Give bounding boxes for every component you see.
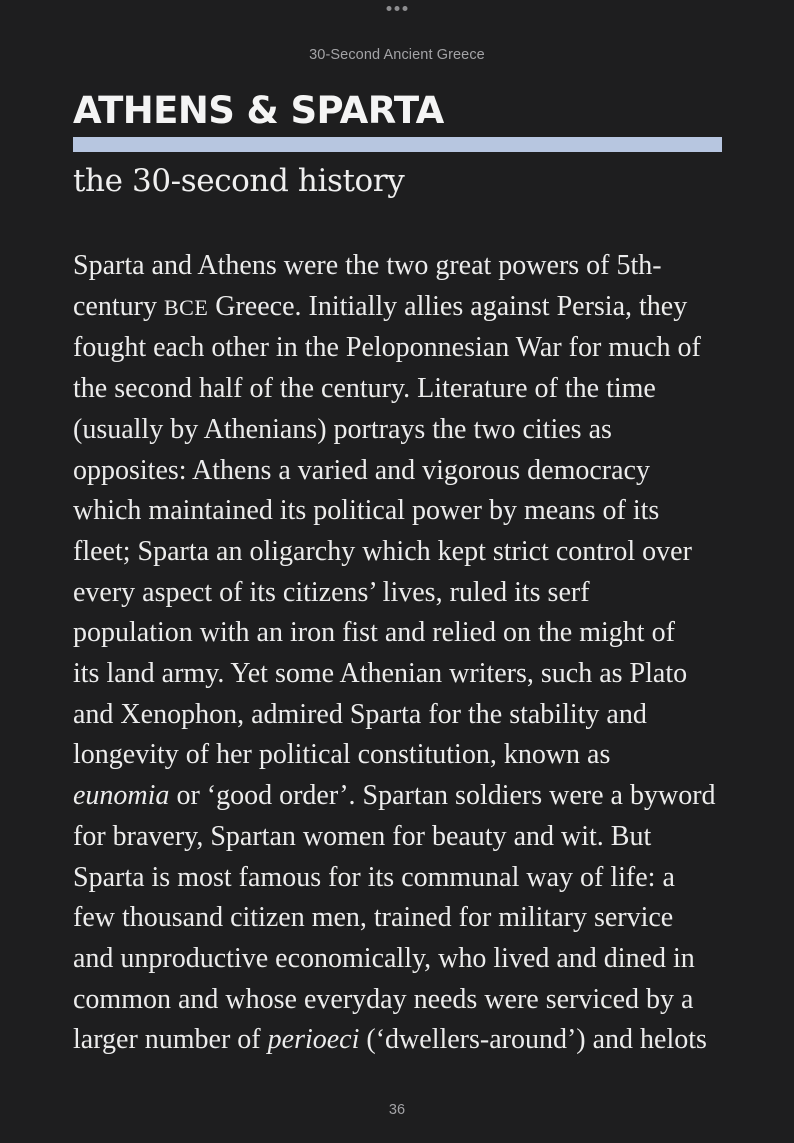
text-line: fleet; Sparta an oligarchy which kept strict control over xyxy=(73,535,692,567)
text-line: population with an iron fist and relied on the might of xyxy=(73,617,675,649)
text-line: which maintained its political power by means of its xyxy=(73,495,660,527)
text-line: and Xenophon, admired Sparta for the stability and xyxy=(73,698,647,730)
era-abbreviation: BCE xyxy=(163,294,209,320)
more-options-icon[interactable] xyxy=(383,4,412,13)
text-run: or ‘good order’. Spartan soldiers were a byword xyxy=(169,780,716,812)
text-line: for bravery, Spartan women for beauty and wit. But xyxy=(73,820,652,852)
title-rule xyxy=(73,137,722,152)
text-line xyxy=(73,1020,723,1061)
text-line: Sparta is most famous for its communal way of life: a xyxy=(73,861,675,893)
chapter-title: ATHENS & SPARTA xyxy=(73,89,444,132)
italic-term: perioeci xyxy=(267,1024,360,1056)
body-paragraph xyxy=(73,246,723,1061)
text-line: Sparta and Athens were the two great powers of 5th- xyxy=(73,250,662,281)
text-line: longevity of her political constitution, known as xyxy=(73,739,611,771)
text-line: common and whose everyday needs were serviced by a xyxy=(73,983,694,1015)
text-line: opposites: Athens a varied and vigorous democracy xyxy=(73,454,650,486)
chapter-subtitle: the 30-second history xyxy=(73,163,405,199)
text-line: every aspect of its citizens’ lives, ruled its serf xyxy=(73,576,590,608)
dot xyxy=(403,6,408,11)
text-line: and unproductive economically, who lived and dined in xyxy=(73,942,695,974)
dot xyxy=(387,6,392,11)
text-line: few thousand citizen men, trained for military service xyxy=(73,902,674,934)
dot xyxy=(395,6,400,11)
text-line: (usually by Athenians) portrays the two cities as xyxy=(73,413,612,445)
text-run: century xyxy=(73,290,164,322)
text-run: (‘dwellers-around’) and helots xyxy=(359,1024,707,1056)
text-run: Greece. Initially allies against Persia, they xyxy=(208,290,688,322)
page-number: 36 xyxy=(388,1102,406,1118)
text-line: fought each other in the Peloponnesian War for much of xyxy=(73,332,701,364)
text-run: larger number of xyxy=(73,1024,268,1056)
text-line: its land army. Yet some Athenian writers, such as Plato xyxy=(73,658,688,690)
text-line xyxy=(73,776,723,817)
book-title: 30-Second Ancient Greece xyxy=(309,47,485,63)
text-line xyxy=(73,287,723,329)
text-line: the second half of the century. Literature of the time xyxy=(73,373,656,405)
italic-term: eunomia xyxy=(73,780,170,812)
